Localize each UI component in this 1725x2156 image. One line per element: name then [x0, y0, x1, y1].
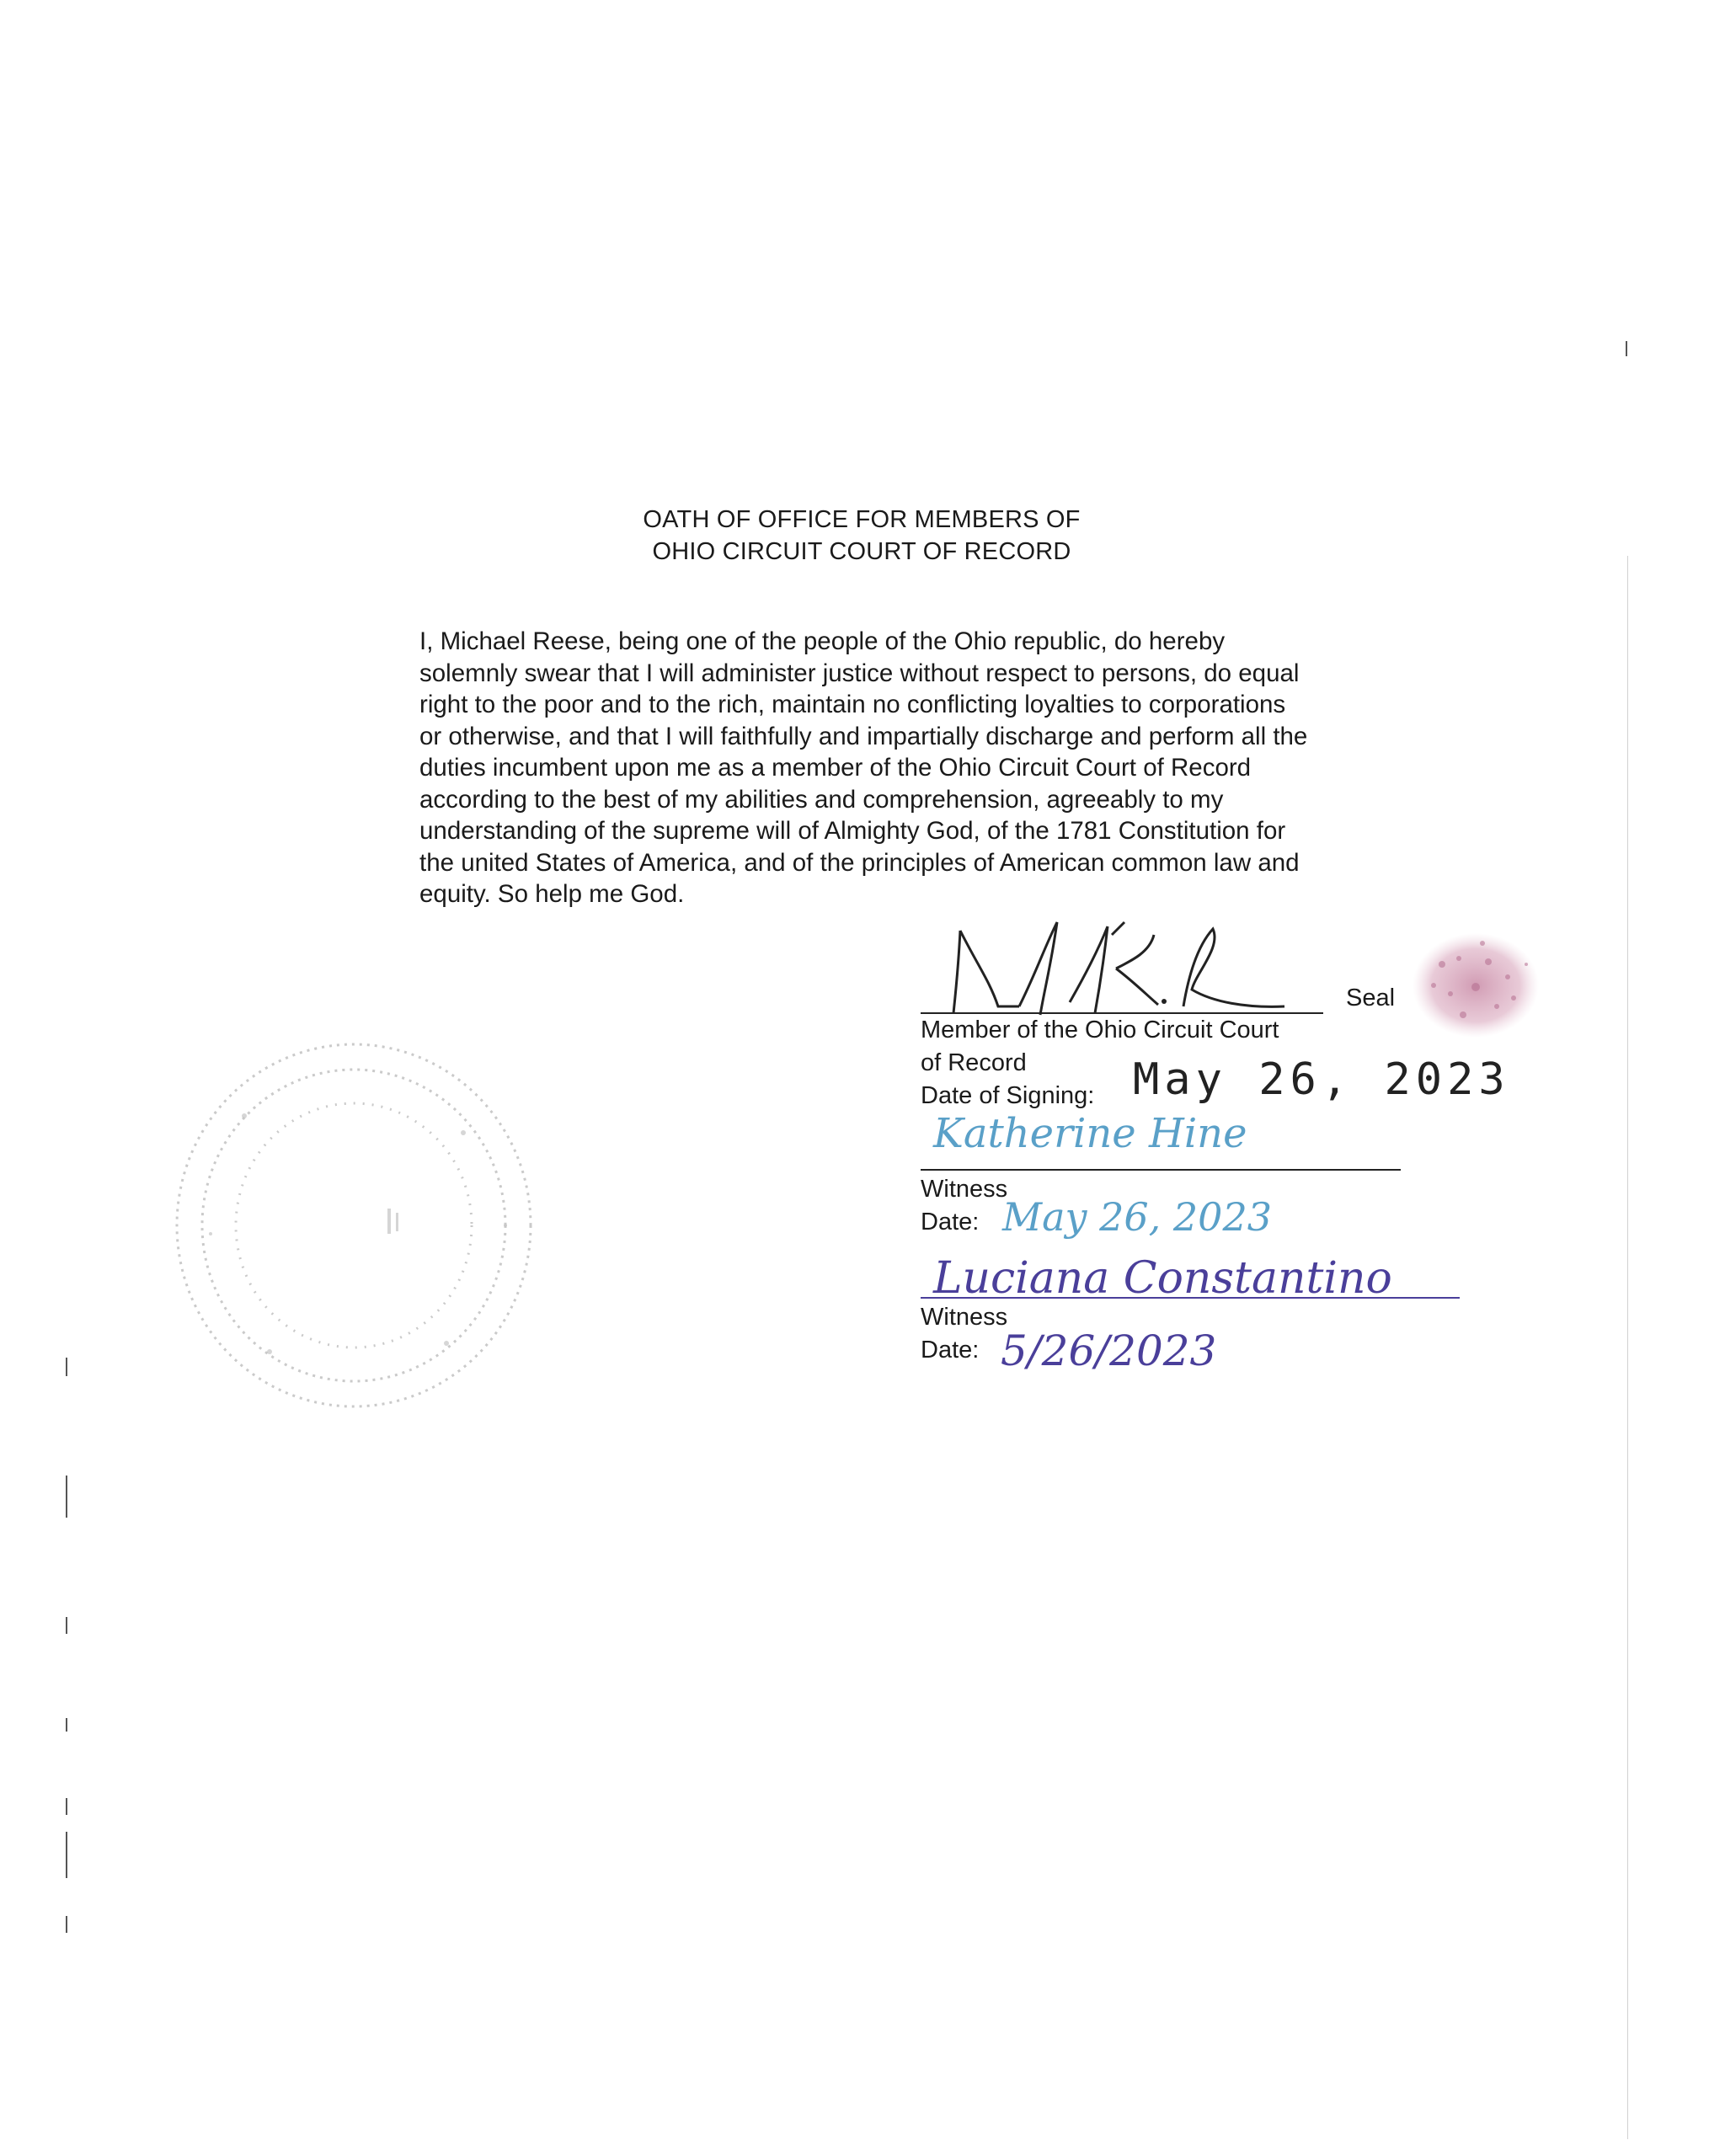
scan-mark: [66, 1832, 67, 1878]
witness-2-date-label: Date:: [921, 1337, 980, 1364]
scan-mark: [66, 1476, 67, 1518]
scan-mark: [66, 1798, 67, 1815]
witness-1-signature: Katherine Hine: [933, 1110, 1247, 1157]
scan-mark: [1626, 341, 1627, 356]
witness-2-date-value: 5/26/2023: [1001, 1326, 1217, 1375]
witness-1-label: Witness: [921, 1176, 1008, 1203]
date-of-signing-label: Date of Signing:: [921, 1082, 1095, 1109]
oath-body-line: or otherwise, and that I will faithfully and impartially discharge and perform all the: [419, 722, 1308, 750]
oath-body-line: duties incumbent upon me as a member of the Ohio Circuit Court of Record: [419, 754, 1252, 782]
oath-body-line: the united States of America, and of the principles of American common law and: [419, 848, 1300, 877]
witness-1-date-value: May 26, 2023: [1002, 1194, 1272, 1240]
scan-mark: [66, 1916, 67, 1933]
scan-edge-line: [1627, 556, 1628, 2139]
witness-2-signature-line: [921, 1297, 1460, 1299]
member-label-line-2: of Record: [921, 1049, 1027, 1076]
witness-2-label: Witness: [921, 1304, 1008, 1331]
oath-body-line: I, Michael Reese, being one of the people of the Ohio republic, do hereby: [419, 627, 1226, 655]
scan-mark: [66, 1718, 67, 1732]
seal-label: Seal: [1346, 985, 1396, 1011]
document-title-line-1: OATH OF OFFICE FOR MEMBERS OF: [643, 506, 1081, 533]
witness-2-signature: Luciana Constantino: [933, 1253, 1392, 1304]
date-of-signing-value: May 26, 2023: [1133, 1054, 1510, 1105]
oath-body-line: solemnly swear that I will administer justice without respect to persons, do equal: [419, 659, 1300, 687]
witness-1-date-label: Date:: [921, 1209, 980, 1235]
witness-1-signature-line: [921, 1169, 1401, 1171]
oath-body-line: according to the best of my abilities and comprehension, agreeably to my: [419, 785, 1224, 814]
member-signature: [943, 914, 1297, 1023]
scan-mark: [66, 1358, 67, 1376]
document-title-line-2: OHIO CIRCUIT COURT OF RECORD: [652, 538, 1071, 565]
embossed-seal: [143, 1015, 581, 1419]
oath-body: [419, 626, 1422, 910]
seal-stamp: [1408, 926, 1543, 1044]
oath-body-line: equity. So help me God.: [419, 880, 685, 908]
oath-body-line: understanding of the supreme will of Almighty God, of the 1781 Constitution for: [419, 817, 1286, 845]
scan-mark: [66, 1617, 67, 1634]
member-label-line-1: Member of the Ohio Circuit Court: [921, 1017, 1279, 1043]
oath-body-line: right to the poor and to the rich, maintain no conflicting loyalties to corporations: [419, 691, 1286, 718]
